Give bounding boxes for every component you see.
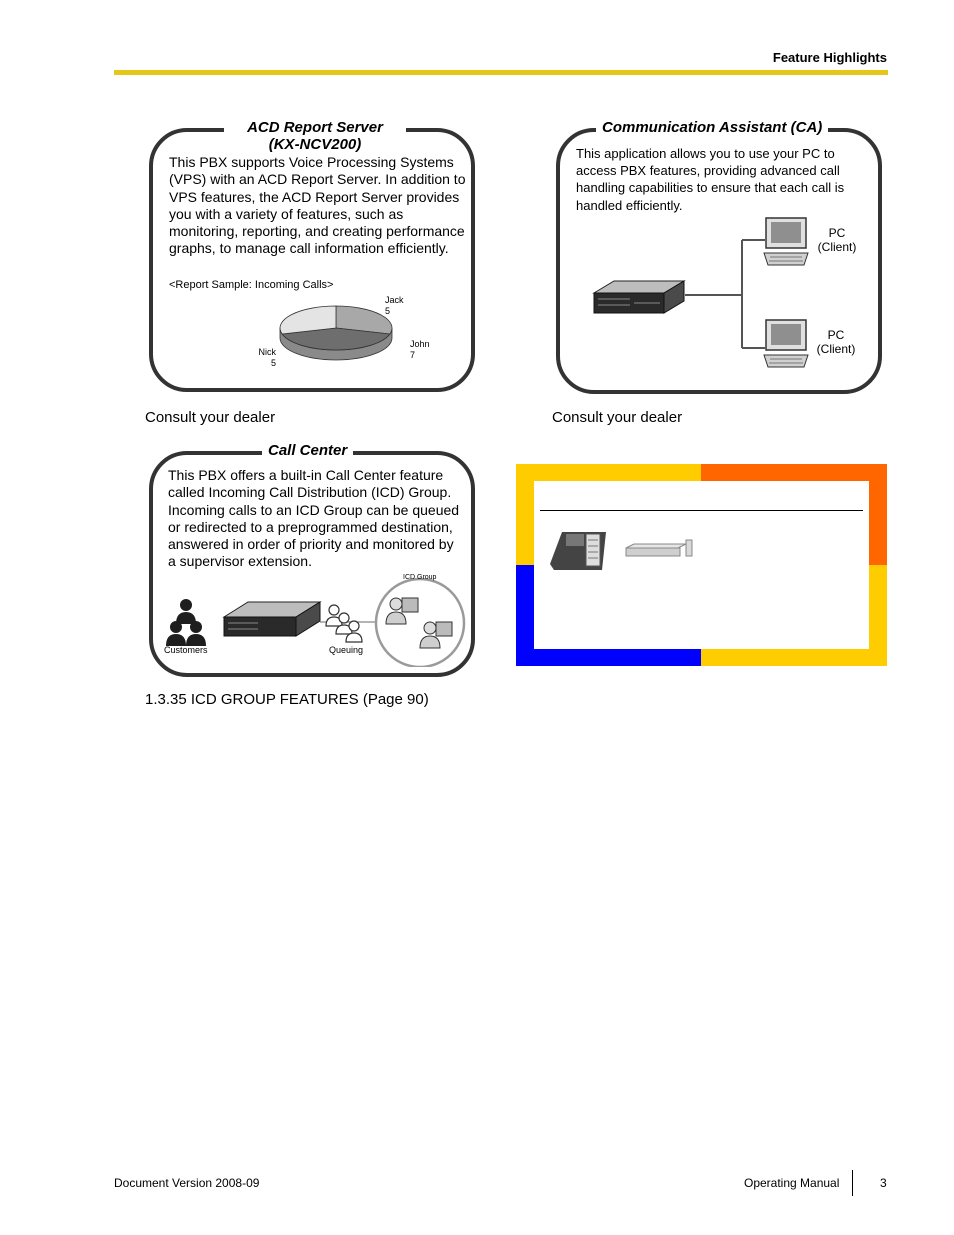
- pie-label-nick-value: 5: [270, 358, 276, 368]
- pie-label-john: [410, 339, 430, 361]
- footer-doc-version: Document Version 2008-09: [114, 1176, 260, 1190]
- product-images: [546, 526, 696, 576]
- icd-group-label: ICD Group: [403, 574, 437, 581]
- pc2-line2: (Client): [816, 342, 856, 356]
- pc2-line1: PC: [827, 328, 845, 342]
- call-center-description: This PBX offers a built-in Call Center feature called Incoming Call Distribution (ICD) Group. Incoming calls to an ICD Group can be queued or redirected to a preprogrammed destination, answered in order of priority and monitored by a supervisor extension.: [168, 467, 460, 570]
- footer-separator: [852, 1170, 853, 1196]
- acd-box-title: [224, 119, 406, 153]
- pie-label-jack: [385, 295, 404, 317]
- ip-phone-icon: [550, 532, 606, 570]
- pie-label-nick: [250, 347, 276, 369]
- pie-label-jack-value: 5: [385, 306, 391, 316]
- ca-caption: Consult your dealer: [552, 409, 683, 426]
- device-unit-icon: [626, 540, 692, 556]
- pbx-unit-icon: [594, 281, 684, 313]
- pc-client-icon-2: [764, 320, 808, 367]
- acd-caption: Consult your dealer: [145, 409, 276, 426]
- ca-box-title: Communication Assistant (CA): [596, 119, 828, 136]
- ca-description: This application allows you to use your PC to access PBX features, providing advanced call handling capabilities to ensure that each call is handled efficiently.: [576, 146, 845, 213]
- ca-network-diagram: [590, 215, 820, 370]
- pie-label-john-name: John: [410, 339, 430, 349]
- header-rule: [114, 70, 888, 75]
- pc-client-icon-1: [764, 218, 808, 265]
- pbx-unit-icon-call-center: [224, 602, 320, 636]
- pc-client-label-1: [812, 226, 862, 254]
- report-sample-label: <Report Sample: Incoming Calls>: [169, 279, 334, 291]
- acd-title-line2: (KX-NCV200): [268, 136, 362, 153]
- pc1-line2: (Client): [817, 240, 857, 254]
- pc1-line1: PC: [828, 226, 846, 240]
- acd-description: This PBX supports Voice Processing Systems (VPS) with an ACD Report Server. In addition to VPS features, the ACD Report Server provides you with a variety of features, such as monitoring, reporting, and creating performance graphs, to manage call information efficiently.: [169, 154, 466, 257]
- pie-label-nick-name: Nick: [258, 347, 276, 357]
- customers-icon: [166, 599, 206, 646]
- footer-manual: Operating Manual: [744, 1176, 840, 1190]
- pie-label-jack-name: Jack: [385, 295, 404, 305]
- acd-title-line1: ACD Report Server: [247, 119, 383, 136]
- queuing-icon: [326, 605, 362, 642]
- pie-label-john-value: 7: [410, 350, 416, 360]
- colored-frame-panel: [516, 464, 887, 666]
- call-center-caption: 1.3.35 ICD GROUP FEATURES (Page 90): [145, 691, 429, 708]
- queuing-label: Queuing: [329, 645, 364, 655]
- frame-divider-line: [540, 510, 863, 511]
- incoming-calls-pie-chart: [250, 290, 450, 380]
- customers-label: Customers: [164, 645, 208, 655]
- pc-client-label-2: [811, 328, 861, 356]
- header-title: Feature Highlights: [772, 50, 887, 65]
- footer-page-number: 3: [880, 1176, 887, 1190]
- call-center-title: Call Center: [262, 442, 353, 459]
